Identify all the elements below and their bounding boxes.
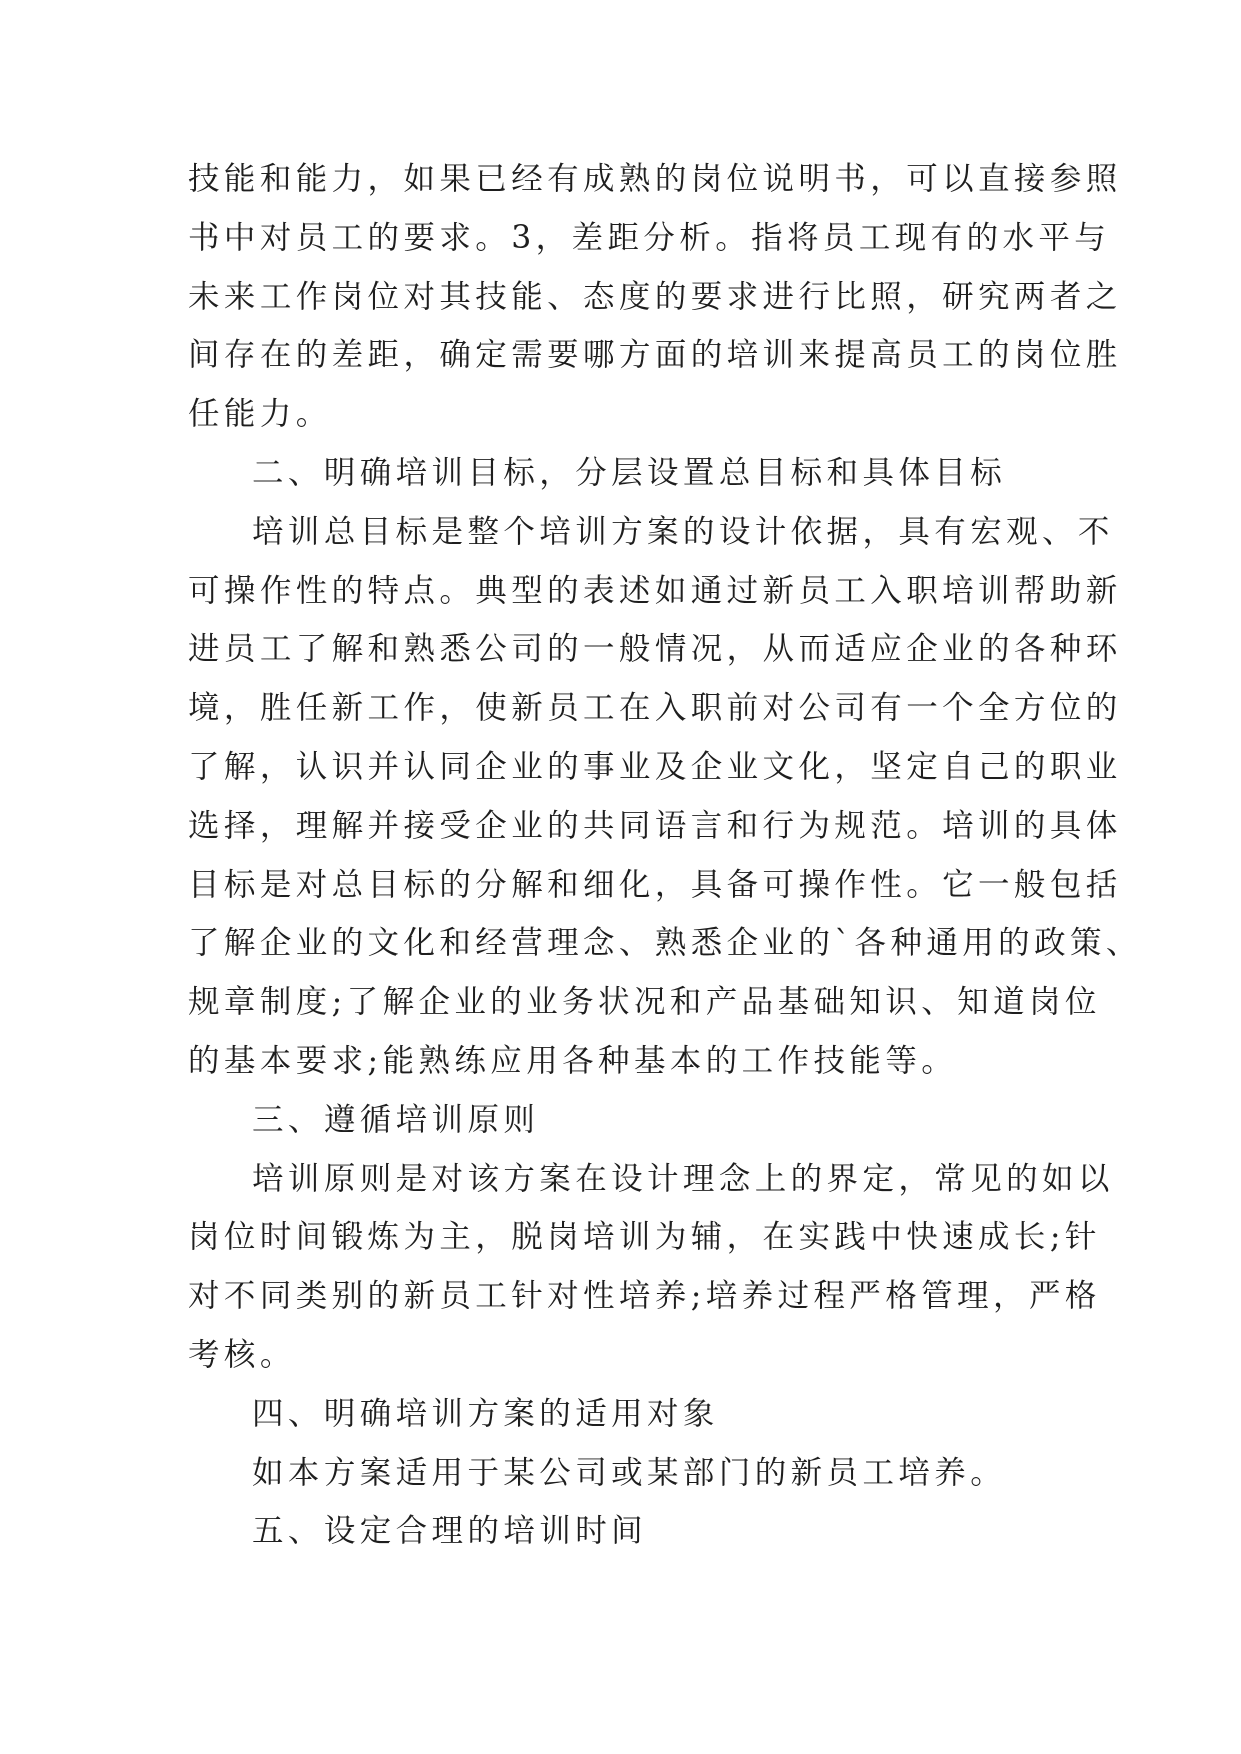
section-heading: 二、明确培训目标，分层设置总目标和具体目标 <box>252 454 1007 491</box>
body-line: 间存在的差距，确定需要哪方面的培训来提高员工的岗位胜 <box>188 337 1122 374</box>
section-heading: 五、设定合理的培训时间 <box>252 1513 648 1550</box>
body-line: 选择，理解并接受企业的共同语言和行为规范。培训的具体 <box>188 807 1122 844</box>
body-line: 对不同类别的新员工针对性培养;培养过程严格管理，严格 <box>188 1278 1101 1315</box>
body-line: 岗位时间锻炼为主，脱岗培训为辅，在实践中快速成长;针 <box>188 1219 1101 1256</box>
body-line: 培训原则是对该方案在设计理念上的界定，常见的如以 <box>252 1160 1114 1197</box>
section-heading: 四、明确培训方案的适用对象 <box>252 1395 719 1432</box>
body-line: 了解，认识并认同企业的事业及企业文化，坚定自己的职业 <box>188 748 1122 785</box>
body-line: 培训总目标是整个培训方案的设计依据，具有宏观、不 <box>252 513 1114 550</box>
body-line: 未来工作岗位对其技能、态度的要求进行比照，研究两者之 <box>188 278 1122 315</box>
body-line: 可操作性的特点。典型的表述如通过新员工入职培训帮助新 <box>188 572 1122 609</box>
body-line: 书中对员工的要求。3，差距分析。指将员工现有的水平与 <box>188 219 1111 256</box>
body-line: 任能力。 <box>188 396 332 433</box>
body-line: 进员工了解和熟悉公司的一般情况，从而适应企业的各种环 <box>188 631 1122 668</box>
body-line: 境，胜任新工作，使新员工在入职前对公司有一个全方位的 <box>188 690 1122 727</box>
body-line: 目标是对总目标的分解和细化，具备可操作性。它一般包括 <box>188 866 1122 903</box>
body-line: 考核。 <box>188 1336 296 1373</box>
body-line: 规章制度;了解企业的业务状况和产品基础知识、知道岗位 <box>188 984 1101 1021</box>
body-line: 了解企业的文化和经营理念、熟悉企业的`各种通用的政策、 <box>188 925 1142 962</box>
section-heading: 三、遵循培训原则 <box>252 1101 540 1138</box>
body-line: 技能和能力，如果已经有成熟的岗位说明书，可以直接参照 <box>188 161 1122 197</box>
body-line: 的基本要求;能熟练应用各种基本的工作技能等。 <box>188 1042 958 1079</box>
body-line: 如本方案适用于某公司或某部门的新员工培养。 <box>252 1454 1007 1491</box>
document-body <box>188 150 1142 1561</box>
